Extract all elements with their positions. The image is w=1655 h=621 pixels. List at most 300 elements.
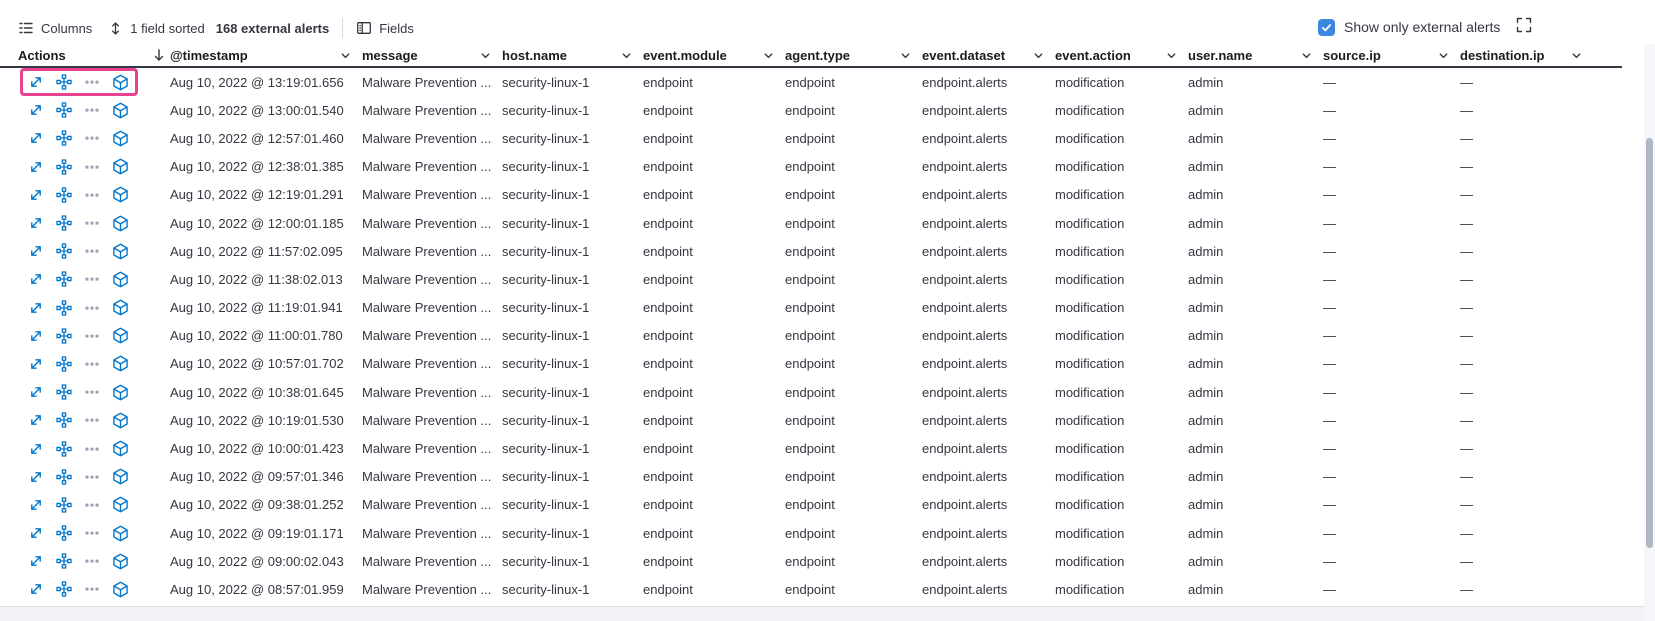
more-actions-button[interactable] <box>84 159 100 175</box>
source-ip-cell: — <box>1323 243 1336 259</box>
event-dataset-cell: endpoint.alerts <box>922 159 1008 175</box>
expand-icon <box>28 187 44 203</box>
expand-event-button[interactable] <box>28 441 44 457</box>
agent-type-cell: endpoint <box>785 300 835 316</box>
row-actions-cell <box>0 468 146 485</box>
analyze-event-button[interactable] <box>56 553 72 569</box>
endpoint-package-button[interactable] <box>112 581 129 598</box>
header-source-ip[interactable] <box>1313 44 1450 66</box>
header-source-ip-label: source.ip <box>1323 47 1381 63</box>
endpoint-package-button[interactable] <box>112 412 129 429</box>
message-cell: Malware Prevention ... <box>362 384 492 400</box>
message-cell: Malware Prevention ... <box>362 102 492 118</box>
user-name-cell: admin <box>1188 412 1224 428</box>
event-module-cell: endpoint <box>643 102 693 118</box>
event-dataset-cell: endpoint.alerts <box>922 412 1008 428</box>
sortable-icon <box>108 21 123 36</box>
fullscreen-icon <box>1516 17 1532 38</box>
row-actions-cell <box>0 102 146 119</box>
expand-event-button[interactable] <box>28 187 44 203</box>
row-actions-cell <box>0 327 146 344</box>
more-actions-button[interactable] <box>84 525 100 541</box>
agent-type-cell: endpoint <box>785 525 835 541</box>
package-icon <box>112 355 129 372</box>
more-actions-button[interactable] <box>84 469 100 485</box>
analyze-event-button[interactable] <box>56 356 72 372</box>
expand-icon <box>28 102 44 118</box>
endpoint-package-button[interactable] <box>112 327 129 344</box>
user-name-cell: admin <box>1188 328 1224 344</box>
more-actions-button[interactable] <box>84 300 100 316</box>
columns-button-label: Columns <box>41 20 93 36</box>
event-action-cell: modification <box>1055 187 1125 203</box>
message-cell: Malware Prevention ... <box>362 74 492 90</box>
chevron-down-icon[interactable] <box>621 50 632 61</box>
host-name-cell: security-linux-1 <box>502 243 590 259</box>
header-user-name[interactable] <box>1178 44 1313 66</box>
event-dataset-cell: endpoint.alerts <box>922 384 1008 400</box>
expand-icon <box>28 581 44 597</box>
event-dataset-cell: endpoint.alerts <box>922 497 1008 513</box>
expand-icon <box>28 497 44 513</box>
more-actions-button[interactable] <box>84 441 100 457</box>
expand-icon <box>28 525 44 541</box>
more-actions-button[interactable] <box>84 187 100 203</box>
more-actions-button[interactable] <box>84 356 100 372</box>
endpoint-package-button[interactable] <box>112 243 129 260</box>
event-module-cell: endpoint <box>643 300 693 316</box>
more-actions-icon <box>84 469 100 485</box>
analyze-event-button[interactable] <box>56 102 72 118</box>
analyze-event-button[interactable] <box>56 243 72 259</box>
row-actions-cell <box>0 299 146 316</box>
header-message-label: message <box>362 47 418 63</box>
table-row <box>0 378 1622 406</box>
expand-event-button[interactable] <box>28 271 44 287</box>
host-name-cell: security-linux-1 <box>502 102 590 118</box>
analyze-event-icon <box>56 384 72 400</box>
host-name-cell: security-linux-1 <box>502 581 590 597</box>
endpoint-package-button[interactable] <box>112 355 129 372</box>
agent-type-cell: endpoint <box>785 384 835 400</box>
endpoint-package-button[interactable] <box>112 299 129 316</box>
more-actions-icon <box>84 187 100 203</box>
row-actions-cell <box>0 74 146 91</box>
row-actions-cell <box>0 384 146 401</box>
host-name-cell: security-linux-1 <box>502 74 590 90</box>
row-actions-cell <box>0 525 146 542</box>
message-cell: Malware Prevention ... <box>362 497 492 513</box>
external-alerts-count-label: 168 external alerts <box>215 20 330 36</box>
event-module-cell: endpoint <box>643 412 693 428</box>
host-name-cell: security-linux-1 <box>502 469 590 485</box>
expand-icon <box>28 271 44 287</box>
header-agent-type[interactable] <box>775 44 912 66</box>
analyze-event-button[interactable] <box>56 581 72 597</box>
destination-ip-cell: — <box>1460 384 1473 400</box>
source-ip-cell: — <box>1323 384 1336 400</box>
expand-event-button[interactable] <box>28 102 44 118</box>
endpoint-package-button[interactable] <box>112 74 129 91</box>
analyze-event-button[interactable] <box>56 497 72 513</box>
more-actions-button[interactable] <box>84 328 100 344</box>
event-dataset-cell: endpoint.alerts <box>922 74 1008 90</box>
timestamp-cell: Aug 10, 2022 @ 11:19:01.941 <box>170 300 343 316</box>
destination-ip-cell: — <box>1460 300 1473 316</box>
event-module-cell: endpoint <box>643 581 693 597</box>
expand-icon <box>28 384 44 400</box>
expand-event-button[interactable] <box>28 469 44 485</box>
endpoint-package-button[interactable] <box>112 553 129 570</box>
table-row <box>0 322 1622 350</box>
chevron-down-icon[interactable] <box>1438 50 1449 61</box>
event-action-cell: modification <box>1055 300 1125 316</box>
destination-ip-cell: — <box>1460 581 1473 597</box>
user-name-cell: admin <box>1188 271 1224 287</box>
package-icon <box>112 525 129 542</box>
destination-ip-cell: — <box>1460 102 1473 118</box>
user-name-cell: admin <box>1188 525 1224 541</box>
chevron-down-icon[interactable] <box>1301 50 1312 61</box>
user-name-cell: admin <box>1188 384 1224 400</box>
event-dataset-cell: endpoint.alerts <box>922 300 1008 316</box>
event-dataset-cell: endpoint.alerts <box>922 553 1008 569</box>
expand-event-button[interactable] <box>28 300 44 316</box>
event-dataset-cell: endpoint.alerts <box>922 581 1008 597</box>
row-actions-cell <box>0 158 146 175</box>
header-host-name[interactable] <box>492 44 633 66</box>
event-action-cell: modification <box>1055 441 1125 457</box>
more-actions-button[interactable] <box>84 215 100 231</box>
endpoint-package-button[interactable] <box>112 102 129 119</box>
event-dataset-cell: endpoint.alerts <box>922 525 1008 541</box>
package-icon <box>112 271 129 288</box>
analyze-event-icon <box>56 215 72 231</box>
event-module-cell: endpoint <box>643 187 693 203</box>
agent-type-cell: endpoint <box>785 497 835 513</box>
agent-type-cell: endpoint <box>785 215 835 231</box>
analyze-event-button[interactable] <box>56 271 72 287</box>
analyze-event-icon <box>56 581 72 597</box>
message-cell: Malware Prevention ... <box>362 356 492 372</box>
host-name-cell: security-linux-1 <box>502 215 590 231</box>
analyze-event-icon <box>56 412 72 428</box>
more-actions-icon <box>84 300 100 316</box>
table-row <box>0 547 1622 575</box>
source-ip-cell: — <box>1323 412 1336 428</box>
chevron-down-icon[interactable] <box>480 50 491 61</box>
host-name-cell: security-linux-1 <box>502 159 590 175</box>
expand-event-button[interactable] <box>28 412 44 428</box>
expand-event-button[interactable] <box>28 525 44 541</box>
header-timestamp[interactable] <box>146 44 352 66</box>
header-event-dataset[interactable] <box>912 44 1045 66</box>
table-row <box>0 237 1622 265</box>
table-header-row <box>0 44 1622 68</box>
endpoint-package-button[interactable] <box>112 130 129 147</box>
more-actions-button[interactable] <box>84 497 100 513</box>
more-actions-icon <box>84 525 100 541</box>
endpoint-package-button[interactable] <box>112 440 129 457</box>
chevron-down-icon[interactable] <box>1571 50 1582 61</box>
package-icon <box>112 553 129 570</box>
analyze-event-button[interactable] <box>56 469 72 485</box>
package-icon <box>112 327 129 344</box>
expand-event-button[interactable] <box>28 581 44 597</box>
source-ip-cell: — <box>1323 271 1336 287</box>
user-name-cell: admin <box>1188 356 1224 372</box>
analyze-event-icon <box>56 441 72 457</box>
destination-ip-cell: — <box>1460 469 1473 485</box>
table-row <box>0 350 1622 378</box>
chevron-down-icon[interactable] <box>763 50 774 61</box>
expand-event-button[interactable] <box>28 243 44 259</box>
timestamp-cell: Aug 10, 2022 @ 12:38:01.385 <box>170 159 344 175</box>
agent-type-cell: endpoint <box>785 553 835 569</box>
user-name-cell: admin <box>1188 74 1224 90</box>
event-action-cell: modification <box>1055 159 1125 175</box>
analyze-event-button[interactable] <box>56 328 72 344</box>
package-icon <box>112 215 129 232</box>
host-name-cell: security-linux-1 <box>502 271 590 287</box>
source-ip-cell: — <box>1323 356 1336 372</box>
analyze-event-icon <box>56 271 72 287</box>
more-actions-button[interactable] <box>84 412 100 428</box>
timestamp-cell: Aug 10, 2022 @ 09:38:01.252 <box>170 497 344 513</box>
message-cell: Malware Prevention ... <box>362 441 492 457</box>
message-cell: Malware Prevention ... <box>362 553 492 569</box>
agent-type-cell: endpoint <box>785 74 835 90</box>
more-actions-button[interactable] <box>84 553 100 569</box>
table-row <box>0 68 1622 96</box>
source-ip-cell: — <box>1323 300 1336 316</box>
host-name-cell: security-linux-1 <box>502 187 590 203</box>
header-user-name-label: user.name <box>1188 47 1253 63</box>
sort-descending-icon <box>152 48 166 62</box>
header-event-module[interactable] <box>633 44 775 66</box>
event-action-cell: modification <box>1055 356 1125 372</box>
event-module-cell: endpoint <box>643 271 693 287</box>
event-action-cell: modification <box>1055 412 1125 428</box>
fields-button-label: Fields <box>379 20 414 36</box>
more-actions-button[interactable] <box>84 102 100 118</box>
expand-icon <box>28 74 44 90</box>
expand-icon <box>28 215 44 231</box>
analyze-event-icon <box>56 356 72 372</box>
timestamp-cell: Aug 10, 2022 @ 13:00:01.540 <box>170 102 344 118</box>
agent-type-cell: endpoint <box>785 581 835 597</box>
datagrid-toolbar <box>18 14 414 42</box>
timestamp-cell: Aug 10, 2022 @ 09:00:02.043 <box>170 553 344 569</box>
header-destination-ip-label: destination.ip <box>1460 47 1545 63</box>
analyze-event-button[interactable] <box>56 300 72 316</box>
check-icon <box>1320 21 1333 34</box>
expand-event-button[interactable] <box>28 130 44 146</box>
endpoint-package-button[interactable] <box>112 215 129 232</box>
package-icon <box>112 102 129 119</box>
more-actions-button[interactable] <box>84 384 100 400</box>
analyze-event-icon <box>56 525 72 541</box>
message-cell: Malware Prevention ... <box>362 300 492 316</box>
host-name-cell: security-linux-1 <box>502 328 590 344</box>
user-name-cell: admin <box>1188 441 1224 457</box>
analyze-event-icon <box>56 553 72 569</box>
more-actions-icon <box>84 74 100 90</box>
endpoint-package-button[interactable] <box>112 468 129 485</box>
header-event-dataset-label: event.dataset <box>922 47 1006 63</box>
table-row <box>0 96 1622 124</box>
package-icon <box>112 74 129 91</box>
event-dataset-cell: endpoint.alerts <box>922 130 1008 146</box>
event-module-cell: endpoint <box>643 525 693 541</box>
endpoint-package-button[interactable] <box>112 186 129 203</box>
event-module-cell: endpoint <box>643 384 693 400</box>
event-dataset-cell: endpoint.alerts <box>922 215 1008 231</box>
event-dataset-cell: endpoint.alerts <box>922 243 1008 259</box>
expand-event-button[interactable] <box>28 497 44 513</box>
expand-event-button[interactable] <box>28 159 44 175</box>
event-action-cell: modification <box>1055 243 1125 259</box>
event-action-cell: modification <box>1055 74 1125 90</box>
event-action-cell: modification <box>1055 581 1125 597</box>
header-destination-ip[interactable] <box>1450 44 1622 66</box>
fields-button[interactable] <box>356 20 414 36</box>
package-icon <box>112 440 129 457</box>
message-cell: Malware Prevention ... <box>362 243 492 259</box>
chevron-down-icon[interactable] <box>340 50 351 61</box>
more-actions-button[interactable] <box>84 581 100 597</box>
expand-icon <box>28 243 44 259</box>
header-event-action[interactable] <box>1045 44 1178 66</box>
row-actions-cell <box>0 243 146 260</box>
package-icon <box>112 468 129 485</box>
more-actions-button[interactable] <box>84 74 100 90</box>
vertical-scrollbar-thumb[interactable] <box>1646 138 1653 548</box>
table-row <box>0 463 1622 491</box>
analyze-event-icon <box>56 102 72 118</box>
toolbar-right-controls <box>1318 13 1532 41</box>
package-icon <box>112 158 129 175</box>
show-only-external-alerts-checkbox[interactable] <box>1318 19 1335 36</box>
agent-type-cell: endpoint <box>785 130 835 146</box>
row-actions-cell <box>0 130 146 147</box>
message-cell: Malware Prevention ... <box>362 469 492 485</box>
source-ip-cell: — <box>1323 441 1336 457</box>
more-actions-button[interactable] <box>84 271 100 287</box>
message-cell: Malware Prevention ... <box>362 271 492 287</box>
source-ip-cell: — <box>1323 130 1336 146</box>
sorted-fields-button[interactable] <box>108 21 204 36</box>
destination-ip-cell: — <box>1460 328 1473 344</box>
user-name-cell: admin <box>1188 553 1224 569</box>
expand-event-button[interactable] <box>28 328 44 344</box>
expand-event-button[interactable] <box>28 384 44 400</box>
expand-event-button[interactable] <box>28 356 44 372</box>
user-name-cell: admin <box>1188 159 1224 175</box>
chevron-down-icon[interactable] <box>900 50 911 61</box>
chevron-down-icon[interactable] <box>1033 50 1044 61</box>
agent-type-cell: endpoint <box>785 441 835 457</box>
analyze-event-button[interactable] <box>56 412 72 428</box>
vertical-scrollbar-track <box>1644 44 1655 621</box>
chevron-down-icon[interactable] <box>1166 50 1177 61</box>
analyze-event-button[interactable] <box>56 130 72 146</box>
agent-type-cell: endpoint <box>785 356 835 372</box>
more-actions-icon <box>84 102 100 118</box>
package-icon <box>112 384 129 401</box>
endpoint-package-button[interactable] <box>112 271 129 288</box>
analyze-event-icon <box>56 187 72 203</box>
expand-event-button[interactable] <box>28 215 44 231</box>
host-name-cell: security-linux-1 <box>502 412 590 428</box>
timestamp-cell: Aug 10, 2022 @ 11:57:02.095 <box>170 243 343 259</box>
analyze-event-button[interactable] <box>56 215 72 231</box>
header-message[interactable] <box>352 44 492 66</box>
endpoint-package-button[interactable] <box>112 525 129 542</box>
destination-ip-cell: — <box>1460 187 1473 203</box>
analyze-event-button[interactable] <box>56 159 72 175</box>
source-ip-cell: — <box>1323 525 1336 541</box>
more-actions-icon <box>84 412 100 428</box>
analyze-event-button[interactable] <box>56 384 72 400</box>
expand-event-button[interactable] <box>28 74 44 90</box>
event-module-cell: endpoint <box>643 469 693 485</box>
expand-event-button[interactable] <box>28 553 44 569</box>
more-actions-button[interactable] <box>84 243 100 259</box>
expand-icon <box>28 300 44 316</box>
package-icon <box>112 243 129 260</box>
expand-icon <box>28 356 44 372</box>
event-action-cell: modification <box>1055 384 1125 400</box>
table-row <box>0 575 1622 603</box>
user-name-cell: admin <box>1188 497 1224 513</box>
event-action-cell: modification <box>1055 525 1125 541</box>
timestamp-cell: Aug 10, 2022 @ 12:00:01.185 <box>170 215 344 231</box>
event-module-cell: endpoint <box>643 215 693 231</box>
columns-button[interactable] <box>18 20 92 36</box>
analyze-event-button[interactable] <box>56 74 72 90</box>
user-name-cell: admin <box>1188 581 1224 597</box>
more-actions-icon <box>84 553 100 569</box>
analyze-event-button[interactable] <box>56 187 72 203</box>
agent-type-cell: endpoint <box>785 159 835 175</box>
user-name-cell: admin <box>1188 243 1224 259</box>
destination-ip-cell: — <box>1460 497 1473 513</box>
row-actions-cell <box>0 496 146 513</box>
endpoint-package-button[interactable] <box>112 496 129 513</box>
timestamp-cell: Aug 10, 2022 @ 10:38:01.645 <box>170 384 344 400</box>
more-actions-icon <box>84 215 100 231</box>
destination-ip-cell: — <box>1460 553 1473 569</box>
analyze-event-button[interactable] <box>56 525 72 541</box>
event-action-cell: modification <box>1055 553 1125 569</box>
event-module-cell: endpoint <box>643 328 693 344</box>
endpoint-package-button[interactable] <box>112 158 129 175</box>
source-ip-cell: — <box>1323 159 1336 175</box>
more-actions-icon <box>84 581 100 597</box>
endpoint-package-button[interactable] <box>112 384 129 401</box>
package-icon <box>112 186 129 203</box>
message-cell: Malware Prevention ... <box>362 581 492 597</box>
destination-ip-cell: — <box>1460 243 1473 259</box>
host-name-cell: security-linux-1 <box>502 525 590 541</box>
expand-icon <box>28 553 44 569</box>
more-actions-button[interactable] <box>84 130 100 146</box>
row-actions-cell <box>0 271 146 288</box>
analyze-event-button[interactable] <box>56 441 72 457</box>
fullscreen-button[interactable] <box>1516 17 1532 38</box>
agent-type-cell: endpoint <box>785 328 835 344</box>
